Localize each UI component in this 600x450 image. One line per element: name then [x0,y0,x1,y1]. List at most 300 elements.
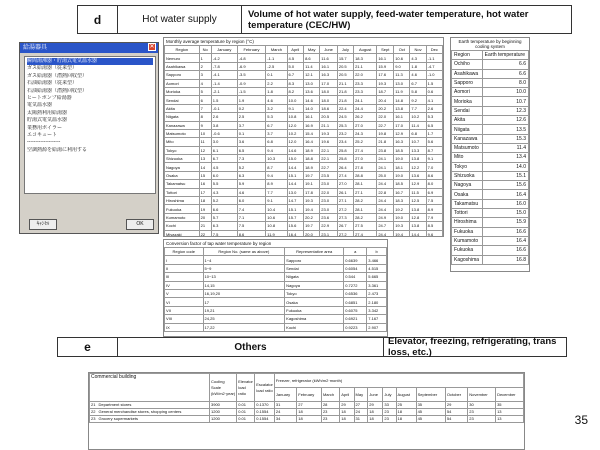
table-cell: Shizuoka [165,155,200,163]
table-row [165,197,443,205]
table-row [452,171,529,180]
table-cell: 9.1 [426,155,442,163]
table-cell: 1.8 [266,87,287,95]
table-cell: 15.1 [287,205,304,213]
table-cell: 0.6851 [344,298,367,306]
table-cell: 22.0 [354,71,377,79]
table-cell: 1~4 [203,256,285,264]
table-cell: 3.2 [266,104,287,112]
table-cell: 22.4 [337,104,353,112]
table-cell: 10.7 [410,138,426,146]
freezer-value: 27 [297,402,322,409]
table-cell: 8.9 [426,205,442,213]
table-cell: 18 [199,197,211,205]
column-header: Nov [410,46,426,54]
table-row [452,88,529,97]
table-cell: Niigata [165,113,200,121]
table-cell: 19.6 [320,138,338,146]
table-cell: 4 [199,79,211,87]
table-cell: 5.665 [367,273,387,281]
building-name: 21 Department stores [90,402,210,409]
table-cell: 24.1 [377,163,394,171]
cancel-button[interactable]: ｷｬﾝｾﾙ [29,219,57,230]
freezer-value: 54 [445,416,467,423]
table-cell: 1.9 [237,96,266,104]
table-cell: II [165,264,204,272]
table-cell: 21 [199,222,211,230]
list-item[interactable]: ガス給湯器（潜熱回収型） [27,72,88,79]
earth-temperature: 15.9 [482,218,528,227]
table-cell: 3.8 [211,121,237,129]
table-cell: 27.4 [337,171,353,179]
region-name: Tokyo [452,162,483,171]
table-row [90,409,524,416]
table-cell: 14,15 [203,281,285,289]
table-cell: 14.4 [287,163,304,171]
freezer-value: 34 [274,416,296,423]
ok-button[interactable]: OK [126,219,154,230]
table-cell: 17.0 [320,79,338,87]
earth-temperature: 16.6 [482,246,528,255]
list-item[interactable]: エコキュート [27,132,58,139]
earth-temperature: 14.0 [482,162,528,171]
table-cell: 28.8 [354,171,377,179]
table-cell: 7.4 [237,205,266,213]
earth-temperature: 13.4 [482,153,528,162]
list-item[interactable]: 瞬間湯沸器・貯湯式電気温水器 [27,58,153,65]
table-cell: 17 [199,188,211,196]
list-item[interactable]: 石油給湯器（従来型） [27,80,78,87]
table-cell: 16 [199,180,211,188]
list-item[interactable]: 業務用ボイラー [27,124,63,131]
list-item[interactable]: 電気温水器 [27,102,53,109]
table-cell: 21.8 [377,138,394,146]
table-cell: 0.6 [426,87,442,95]
month-header: May [354,388,368,402]
table-cell: 7.9 [426,213,442,221]
table-cell: 27.1 [354,188,377,196]
table-cell: 19.7 [304,171,320,179]
table-cell: 0.6536 [344,289,367,297]
freezer-value: 23 [321,409,339,416]
table-cell: -1.1 [426,54,442,62]
table-cell: 7.3 [237,155,266,163]
table-cell: 20.2 [304,213,320,221]
list-item[interactable]: ヒートポンプ給湯器 [27,95,72,102]
earth-temperature: 15.1 [482,171,528,180]
table-cell: 25.0 [377,171,394,179]
table-row [452,78,529,87]
table-cell: 16.3 [320,71,338,79]
table-cell: 11.6 [320,54,338,62]
table-cell: 4.515 [367,264,387,272]
table-row [452,236,529,245]
table-cell: 23.6 [320,213,338,221]
table-cell: -2.1 [211,87,237,95]
col-freezer: Freezer, refrigerator (kWh/m2·month) [274,374,523,388]
col-escalator: Escalator load ratio [255,374,275,402]
column-header: Sept [377,46,394,54]
table-cell: 24.3 [354,129,377,137]
region-name: Tottori [452,209,483,218]
table-cell: 19 [199,205,211,213]
table-cell: 27.1 [337,197,353,205]
table-cell: 10.6 [394,54,410,62]
table-cell: 8.6 [426,171,442,179]
table-cell: 27.0 [354,121,377,129]
table-row [165,155,443,163]
table-cell: 5.0 [287,62,304,70]
region-name: Shizuoka [452,171,483,180]
elevator-value: 0.01 [237,402,255,409]
table-row [165,264,387,272]
table-cell: 14.6 [287,146,304,154]
table-cell: VIII [165,315,204,323]
region-name: Aomori [452,88,483,97]
freezer-value: 18 [396,409,416,416]
table-cell: 3.342 [367,306,387,314]
table-cell: 19.7 [304,222,320,230]
table-cell: 22.7 [320,163,338,171]
conversion-factor-table [163,239,388,337]
table-cell: 10 [199,129,211,137]
freezer-value: 45 [416,416,445,423]
freezer-value: 28 [321,402,339,409]
table-cell: 7 [199,104,211,112]
table-row [165,180,443,188]
month-header: November [468,388,496,402]
table-cell: 12.8 [410,213,426,221]
table-cell: 26.2 [354,113,377,121]
column-header: Earth temperature [482,51,528,60]
table-cell: Osaka [285,298,344,306]
table-cell: 22 [199,230,211,237]
list-item[interactable]: ガス給湯器（従来型） [27,65,78,72]
table-cell: 16.1 [394,113,410,121]
monthly-temperature-table [163,37,444,237]
table-cell: 11.9 [266,230,287,237]
section-e-header [57,337,567,357]
table-cell: -4.8 [237,54,266,62]
table-cell: Sapporo [165,71,200,79]
table-cell: 19.1 [304,180,320,188]
table-cell: 23.3 [354,87,377,95]
table-cell: 22.1 [320,155,338,163]
table-cell: 3.361 [367,281,387,289]
table-cell: 24,25 [203,315,285,323]
column-header: Region code [165,248,204,256]
table-cell: 0.1 [237,129,266,137]
table-cell: 27.0 [354,155,377,163]
table-cell: 6.3 [237,171,266,179]
table-row [165,281,387,289]
table-cell: 20 [199,213,211,221]
earth-table-caption: Earth temperature by beginning cooling system [458,39,522,49]
table-cell: 27.0 [337,180,353,188]
table-cell: 28.2 [354,213,377,221]
table-cell: 3.7 [266,129,287,137]
list-item[interactable]: 太陽熱利用給湯器 [27,109,68,116]
monthly-table-caption: Monthly average temperature by region (°C) [166,39,254,44]
table-cell: 5.3 [266,113,287,121]
table-row [165,213,443,221]
table-cell: 27.5 [354,222,377,230]
table-cell: Mito [165,138,200,146]
section-d-description: Volume of hot water supply, feed-water temperature, hot water temperature (CEC/HW) [248,8,529,31]
earth-temperature: 13.5 [482,125,528,134]
month-header: September [416,388,445,402]
table-cell: 18.0 [320,87,338,95]
table-cell: 14 [199,163,211,171]
table-cell: 9.0 [394,62,410,70]
table-cell: Takamatsu [165,180,200,188]
table-cell: 9.4 [266,171,287,179]
table-cell: III [165,273,204,281]
column-header: Region [452,51,483,60]
table-cell: 16.7 [394,188,410,196]
table-cell: -1.5 [237,87,266,95]
table-cell: 23.0 [320,197,338,205]
table-cell: -2.5 [266,62,287,70]
table-row [165,188,443,196]
earth-temperature: 12.3 [482,106,528,115]
section-e-topic: Others [118,338,384,356]
table-cell: 17 [203,298,285,306]
table-cell: 6.3 [211,222,237,230]
table-cell: 17.0 [394,121,410,129]
table-cell: 14.7 [287,197,304,205]
month-header: July [383,388,396,402]
escalator-value: 0.1554 [255,416,275,423]
table-cell: 8.7 [426,146,442,154]
table-cell: -0.9 [237,79,266,87]
table-cell: 0.9223 [344,323,367,331]
table-row [165,230,443,237]
table-cell: 13.8 [410,205,426,213]
table-row [452,143,529,152]
region-name: Niigata [452,125,483,134]
table-cell: Nagoya [285,281,344,289]
table-cell: 20.2 [377,104,394,112]
table-cell: 8.5 [426,222,442,230]
water-heater-list[interactable] [24,56,156,194]
table-cell: 21.8 [337,87,353,95]
table-cell: 1.5 [211,96,237,104]
table-cell: 19.0 [394,171,410,179]
table-cell: 10~13 [203,273,285,281]
table-cell: 16.4 [304,138,320,146]
table-row [165,87,443,95]
table-cell: 7.7 [410,104,426,112]
table-row [452,153,529,162]
list-item[interactable]: 空調熱源を給湯に利用する [27,146,88,153]
table-cell: 12.1 [304,71,320,79]
column-header: Region [165,46,200,54]
table-cell: 11.4 [304,62,320,70]
escalator-value: 0.1370 [255,402,275,409]
table-cell: 4.1 [426,96,442,104]
table-cell: 2 [199,62,211,70]
column-header: No [199,46,211,54]
earth-temperature: 16.8 [482,255,528,264]
earth-temperature: 15.0 [482,209,528,218]
region-name: Mito [452,153,483,162]
table-row [452,227,529,236]
table-cell: 0.6054 [344,264,367,272]
table-cell: 13.0 [394,79,410,87]
table-cell: 23.0 [320,205,338,213]
table-cell: 8.6 [237,230,266,237]
table-cell: 24.4 [377,197,394,205]
freezer-value: 31 [354,416,368,423]
month-header: August [396,388,416,402]
dialog-title: 給湯器具 [20,43,158,53]
table-row [165,79,443,87]
freezer-value: 30 [468,402,496,409]
region-name: Asahikawa [452,69,483,78]
freezer-value: 18 [340,409,354,416]
table-cell: 20.0 [304,230,320,237]
table-cell: Tottori [165,188,200,196]
table-row [452,162,529,171]
row-number: 21 [91,402,96,407]
table-cell: 19.0 [394,155,410,163]
list-item[interactable]: -------------------- [27,139,61,146]
freezer-value: 18 [340,416,354,423]
table-cell: 3.7 [237,121,266,129]
table-cell: 0.6075 [344,306,367,314]
table-cell: 15.4 [304,129,320,137]
table-cell: 27.4 [354,230,377,237]
table-cell: 27.2 [337,230,353,237]
table-cell: 14.6 [304,96,320,104]
freezer-value: 13 [496,416,524,423]
table-cell: 11.9 [394,87,410,95]
earth-temperature: 15.3 [482,134,528,143]
table-cell: 17,22 [203,323,285,331]
section-d-topic: Hot water supply [118,6,242,33]
table-cell: 6.6 [211,205,237,213]
table-cell: 7.0 [426,163,442,171]
table-cell: 0.7272 [344,281,367,289]
table-cell: 15.0 [287,155,304,163]
table-cell: Osaka [165,171,200,179]
table-cell: 24.9 [377,213,394,221]
table-cell: 15.9 [377,62,394,70]
table-row [452,60,529,69]
table-cell: 19.2 [394,205,410,213]
month-header: October [445,388,467,402]
table-cell: 9 [199,121,211,129]
close-icon[interactable]: ✕ [149,44,155,50]
table-cell: 5.6 [426,138,442,146]
earth-temperature-table [450,37,530,272]
table-cell: 25.8 [337,155,353,163]
table-cell: V [165,289,204,297]
table-cell: 8.6 [304,54,320,62]
table-row [165,163,443,171]
region-name: Sendai [452,106,483,115]
table-cell: 12.0 [287,138,304,146]
table-cell: 4.5 [287,54,304,62]
region-name: Osaka [452,190,483,199]
table-cell: 0.6921 [344,315,367,323]
table-cell: 27.4 [354,146,377,154]
table-cell: 14.4 [410,230,426,237]
table-cell: 18.0 [320,96,338,104]
table-row [452,106,529,115]
table-row [452,97,529,106]
cooling-value: 1200 [210,416,237,423]
table-cell: 26.4 [337,163,353,171]
table-cell: 5.8 [410,87,426,95]
table-cell: 23.2 [337,129,353,137]
earth-temperature: 6.6 [482,69,528,78]
table-cell: 16,19,20 [203,289,285,297]
table-row [452,246,529,255]
table-cell: 20.5 [320,113,338,121]
table-cell: Nagoya [165,163,200,171]
table-cell: 22.1 [320,146,338,154]
table-cell: 8.2 [287,87,304,95]
table-cell: Miyazaki [165,230,200,237]
table-cell: 6.5 [426,121,442,129]
table-row [452,199,529,208]
table-cell: 7.167 [367,315,387,323]
region-name: Ochiho [452,60,483,69]
table-row [165,315,387,323]
table-cell: 19.3 [394,222,410,230]
table-cell: -0.1 [211,104,237,112]
table-cell: Aomori [165,79,200,87]
table-cell: 20.5 [337,62,353,70]
freezer-value: 18 [396,416,416,423]
table-cell: 7.1 [237,213,266,221]
table-cell: 10.6 [266,213,287,221]
table-cell: VII [165,306,204,314]
list-item[interactable]: 貯湯式電気温水器 [27,117,68,124]
table-cell: 6 [199,96,211,104]
table-cell: -1.4 [211,79,237,87]
table-row [90,416,524,423]
table-cell: 24.4 [377,180,394,188]
section-e-description: Elevator, freezing, refrigerating, trans loss, etc.) [388,336,557,358]
table-cell: 4.6 [237,188,266,196]
month-header: February [297,388,322,402]
table-cell: 4.3 [410,54,426,62]
table-cell: 24.4 [377,230,394,237]
table-row [165,222,443,230]
earth-temperature: 15.6 [482,181,528,190]
freezer-value: 23 [321,416,339,423]
table-cell: 7.5 [211,230,237,237]
table-cell: 8.0 [426,180,442,188]
table-cell: 6.8 [266,138,287,146]
table-cell: 23.0 [320,180,338,188]
table-cell: 18.9 [304,146,320,154]
region-name: Morioka [452,97,483,106]
list-item[interactable]: 石油給湯器（潜熱回収型） [27,87,88,94]
table-cell: 15.7 [287,213,304,221]
region-name: Sapporo [452,78,483,87]
table-cell: 16.1 [320,62,338,70]
table-cell: 3.6 [237,138,266,146]
earth-temperature: 12.6 [482,116,528,125]
table-cell: 25.3 [337,121,353,129]
row-number: 23 [91,416,96,421]
freezer-value: 24 [274,409,296,416]
commercial-title: Commercial building [90,374,210,402]
